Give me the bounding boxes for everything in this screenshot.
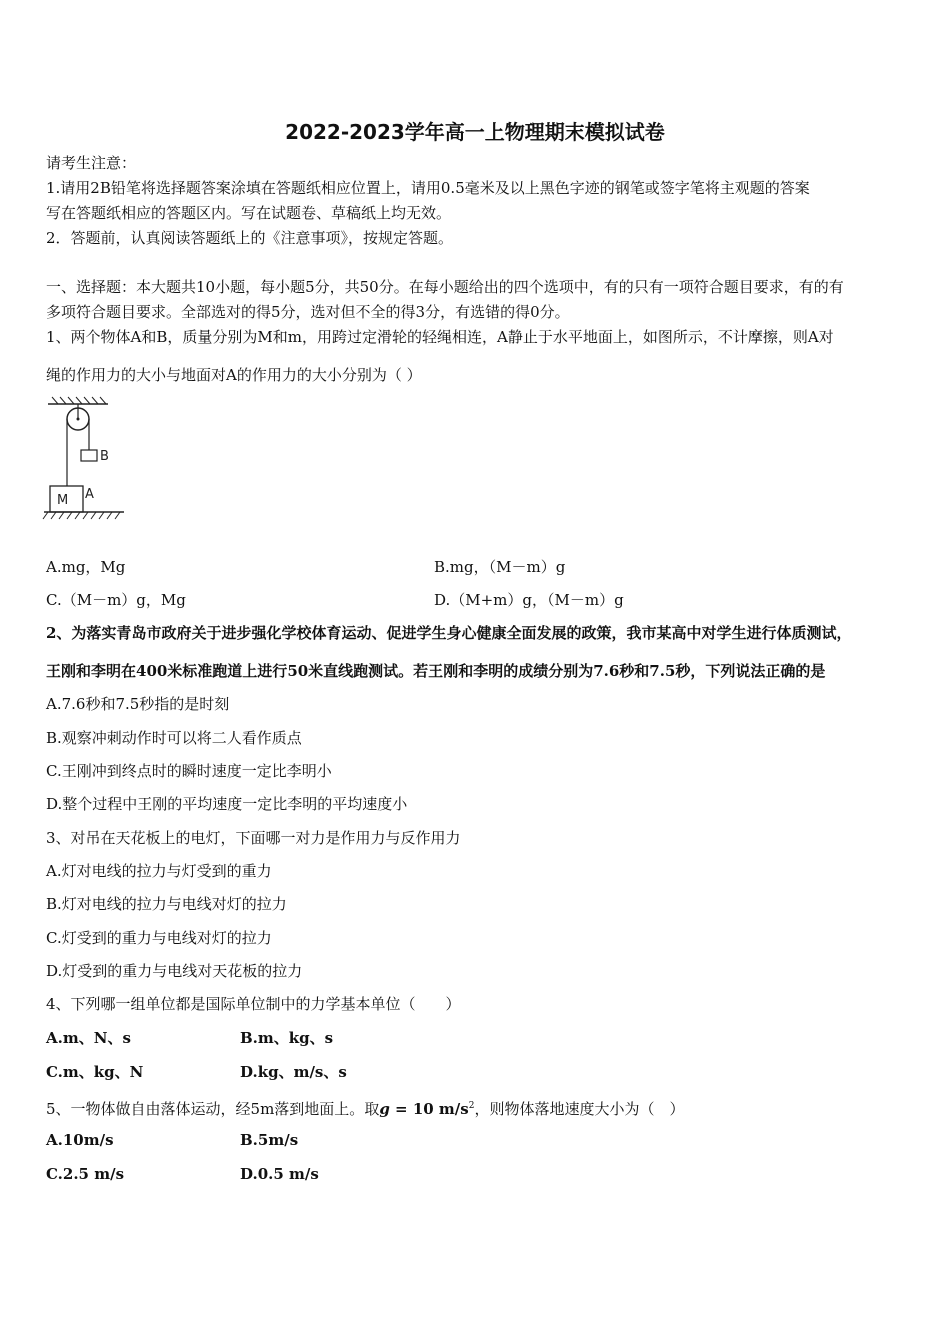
section-1-instructions-cont: 多项符合题目要求。全部选对的得5分，选对但不全的得3分，有选错的得0分。 [46,303,570,321]
notice-item-1: 1.请用2B铅笔将选择题答案涂填在答题纸相应位置上，请用0.5毫米及以上黑色字迹的钢笔或签字笔将主观题的答案 [46,179,810,197]
q1-option-c: C.（M－m）g，Mg [46,591,186,609]
q3-option-a: A.灯对电线的拉力与灯受到的重力 [46,862,272,880]
q2-stem: 2、为落实青岛市政府关于进步强化学校体育运动、促进学生身心健康全面发展的政策，我市某高中对学生进行体质测试， [46,624,852,642]
q1-option-a: A.mg，Mg [46,558,126,576]
q2-option-b: B.观察冲刺动作时可以将二人看作质点 [46,729,302,747]
page-title: 2022-2023学年高一上物理期末模拟试卷 [285,120,665,144]
q5-option-b: B.5m/s [240,1131,299,1149]
q5-stem-tail: ，则物体落地速度大小为（ ） [474,1100,685,1118]
notice-item-2: 2．答题前，认真阅读答题纸上的《注意事项》，按规定答题。 [46,229,454,247]
q1-option-d: D.（M+m）g，（M－m）g [434,591,624,609]
q5-g-value: = 10 m/s [389,1100,469,1118]
q3-option-b: B.灯对电线的拉力与电线对灯的拉力 [46,895,287,913]
q5-stem-text: 5、一物体做自由落体运动，经5m落到地面上。取 [46,1100,380,1118]
q2-option-c: C.王刚冲到终点时的瞬时速度一定比李明小 [46,762,332,780]
q4-option-d: D.kg、m/s、s [240,1063,347,1081]
q2-option-a: A.7.6秒和7.5秒指的是时刻 [46,695,230,713]
q4-option-a: A.m、N、s [46,1029,131,1047]
notice-heading: 请考生注意： [46,154,137,172]
q2-stem-cont: 王刚和李明在400米标准跑道上进行50米直线跑测试。若王刚和李明的成绩分别为7.6秒和7.5秒，下列说法正确的是 [46,662,826,680]
q5-option-a: A.10m/s [46,1131,114,1149]
q5-stem [46,1096,684,1119]
q1-stem: 1、两个物体A和B，质量分别为M和m，用跨过定滑轮的轻绳相连，A静止于水平地面上，如图所示，不计摩擦，则A对 [46,328,834,346]
q5-g-symbol: g [379,1100,390,1118]
label-a: A [85,487,94,502]
q3-option-d: D.灯受到的重力与电线对天花板的拉力 [46,962,303,980]
q4-stem: 4、下列哪一组单位都是国际单位制中的力学基本单位（ ） [46,995,461,1013]
q4-option-b: B.m、kg、s [240,1029,334,1047]
q2-option-d: D.整个过程中王刚的平均速度一定比李明的平均速度小 [46,795,408,813]
section-1-instructions: 一、选择题：本大题共10小题，每小题5分，共50分。在每小题给出的四个选项中，有的只有一项符合题目要求，有的有 [46,278,844,296]
label-b: B [100,449,109,464]
q3-stem: 3、对吊在天花板上的电灯，下面哪一对力是作用力与反作用力 [46,829,461,847]
q5-option-c: C.2.5 m/s [46,1165,125,1183]
label-m: M [57,493,69,508]
q3-option-c: C.灯受到的重力与电线对灯的拉力 [46,929,272,947]
q5-g-exponent: 2 [468,1101,475,1111]
notice-item-1-cont: 写在答题纸相应的答题区内。写在试题卷、草稿纸上均无效。 [46,204,452,222]
q5-option-d: D.0.5 m/s [240,1165,319,1183]
q1-option-b: B.mg，（M－m）g [434,558,566,576]
q1-stem-cont: 绳的作用力的大小与地面对A的作用力的大小分别为（ ） [46,366,422,384]
q4-option-c: C.m、kg、N [46,1063,144,1081]
pulley-diagram [40,393,130,523]
